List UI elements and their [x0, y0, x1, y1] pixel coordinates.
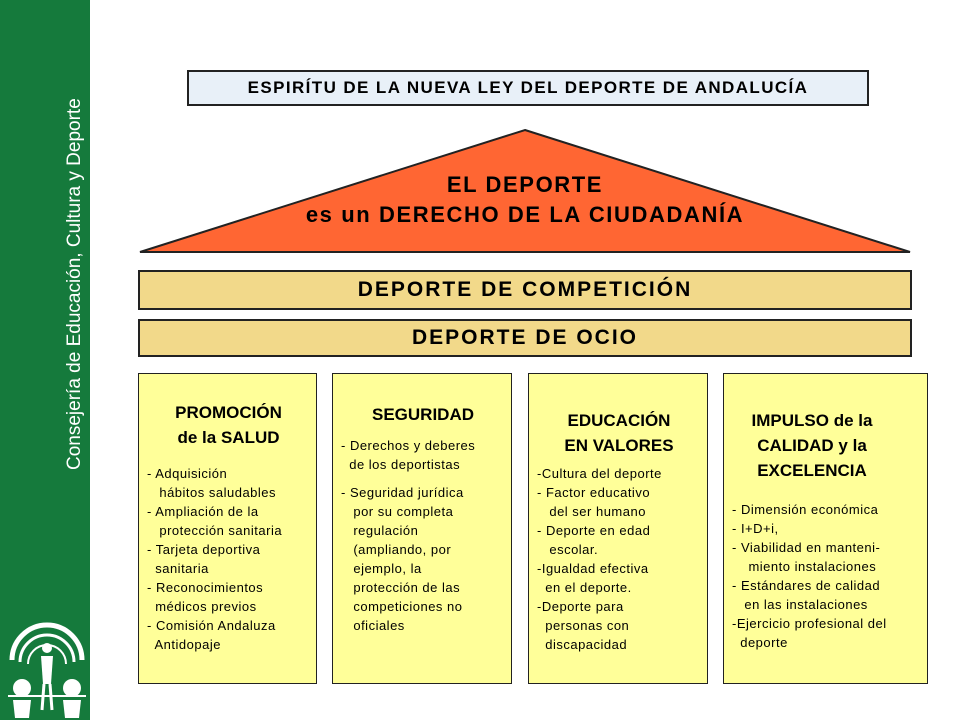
pillar-title-line: CALIDAD y la [757, 436, 867, 455]
pillar-item: en el deporte. [537, 580, 632, 595]
pillar-title-line: de la SALUD [177, 428, 280, 447]
pillar-item: - Viabilidad en manteni- [732, 540, 881, 555]
pillar-item: protección de las [341, 580, 461, 595]
pillar-item: discapacidad [537, 637, 628, 652]
pillar-item: escolar. [537, 542, 599, 557]
pillar-item: - Factor educativo [537, 485, 651, 500]
pillar-title-line: PROMOCIÓN [175, 403, 282, 422]
pillar-items [341, 436, 475, 635]
pillar-educacion-valores [528, 373, 708, 684]
pillar-title [539, 408, 699, 458]
pillar-item: - Seguridad jurídica [341, 485, 464, 500]
pillar-promocion-salud [138, 373, 317, 684]
pillar-item: en las instalaciones [732, 597, 868, 612]
pillar-item: personas con [537, 618, 630, 633]
pillar-item: - I+D+i, [732, 521, 779, 536]
pillar-item: Antidopaje [147, 637, 221, 652]
org-name-label: Consejería de Educación, Cultura y Deporte [64, 98, 85, 470]
pillar-item: -Ejercicio profesional del [732, 616, 887, 631]
band-ocio: DEPORTE DE OCIO [138, 319, 912, 357]
pillar-item: competiciones no [341, 599, 463, 614]
pillar-item: miento instalaciones [732, 559, 877, 574]
pillar-item: - Ampliación de la [147, 504, 259, 519]
pillar-item: por su completa [341, 504, 454, 519]
pillar-item: deporte [732, 635, 788, 650]
pillar-item: -Igualdad efectiva [537, 561, 649, 576]
pillar-title [732, 408, 892, 483]
junta-andalucia-emblem-icon [8, 600, 86, 718]
pillar-item: - Dimensión económica [732, 502, 879, 517]
band-competicion: DEPORTE DE COMPETICIÓN [138, 270, 912, 310]
pillar-items [147, 464, 282, 654]
pillar-item: oficiales [341, 618, 405, 633]
pillar-seguridad [332, 373, 512, 684]
roof-line-1: EL DEPORTE [446, 172, 604, 197]
pillar-item: -Cultura del deporte [537, 466, 662, 481]
pillar-title [343, 402, 503, 427]
pillar-title-line: EXCELENCIA [757, 461, 867, 480]
pillar-title-line: IMPULSO de la [751, 411, 873, 430]
pillar-item: ejemplo, la [341, 561, 422, 576]
pillar-title-line: SEGURIDAD [371, 405, 474, 424]
pillar-title [149, 400, 308, 450]
pillar-item: protección sanitaria [147, 523, 283, 538]
pillar-item: sanitaria [147, 561, 209, 576]
pillar-item: - Derechos y deberes [341, 438, 476, 453]
pillar-item: de los deportistas [341, 457, 461, 472]
roof-text [138, 170, 912, 230]
pillar-title-line: EDUCACIÓN [567, 411, 671, 430]
pillar-item: - Comisión Andaluza [147, 618, 276, 633]
pillar-calidad-excelencia [723, 373, 928, 684]
pillar-item: - Tarjeta deportiva [147, 542, 261, 557]
pillar-item: (ampliando, por [341, 542, 452, 557]
pillar-items [732, 500, 887, 652]
pillar-item: regulación [341, 523, 419, 538]
diagram-title: ESPIRÍTU DE LA NUEVA LEY DEL DEPORTE DE ANDALUCÍA [187, 70, 869, 106]
pillar-title-line: EN VALORES [564, 436, 674, 455]
pillar-item: - Adquisición [147, 466, 228, 481]
pillar-item: - Estándares de calidad [732, 578, 881, 593]
pillar-item-spacer [341, 474, 475, 483]
pillar-item: - Deporte en edad [537, 523, 651, 538]
pillar-items [537, 464, 662, 654]
pillar-item: hábitos saludables [147, 485, 277, 500]
pillar-item: -Deporte para [537, 599, 624, 614]
pillar-item: médicos previos [147, 599, 257, 614]
roof-line-2: es un DERECHO DE LA CIUDADANÍA [305, 202, 745, 227]
pillar-item: del ser humano [537, 504, 646, 519]
pillar-item: - Reconocimientos [147, 580, 264, 595]
